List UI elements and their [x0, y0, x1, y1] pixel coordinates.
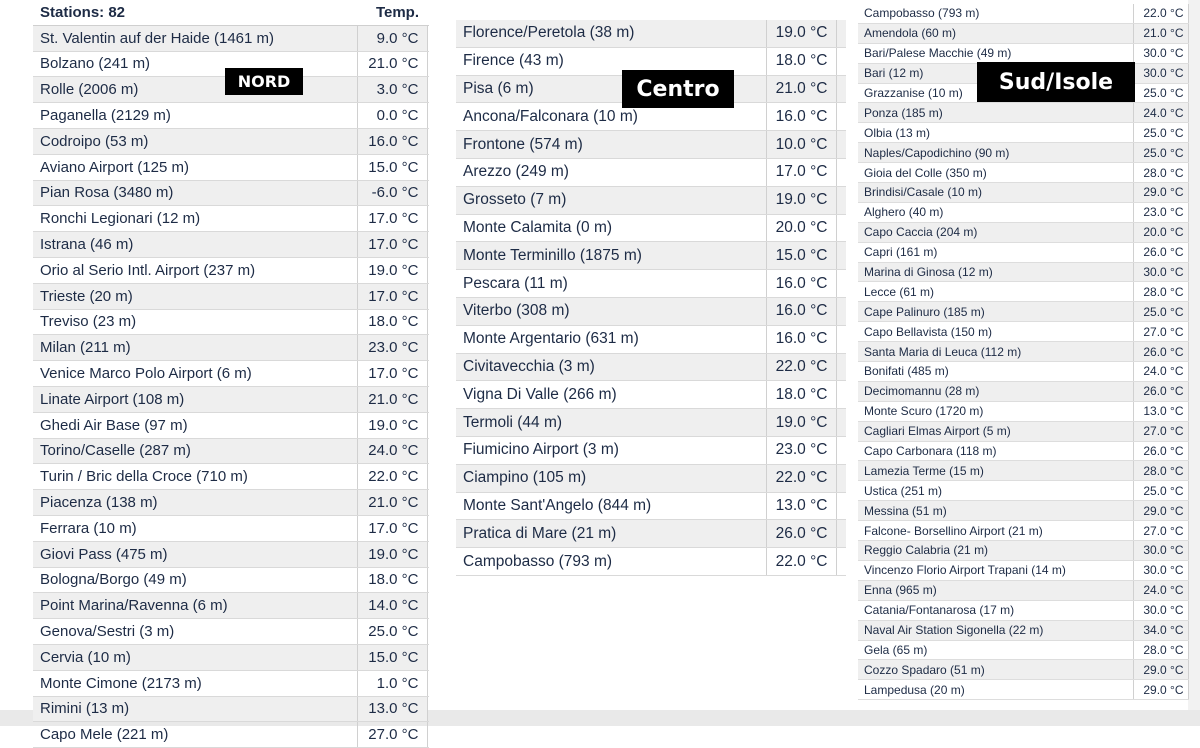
station-row — [858, 143, 1188, 163]
station-row — [33, 593, 428, 619]
station-temp: 17.0 °C — [357, 515, 427, 541]
station-name: Naples/Capodichino (90 m) — [858, 143, 1133, 163]
station-temp: 9.0 °C — [357, 25, 427, 51]
station-temp: 18.0 °C — [357, 567, 427, 593]
station-row — [858, 401, 1188, 421]
station-temp: 17.0 °C — [357, 232, 427, 258]
station-row — [33, 103, 428, 129]
station-name: Campobasso (793 m) — [858, 4, 1133, 23]
region-label-nord: NORD — [225, 68, 303, 95]
station-row — [858, 202, 1188, 222]
station-row — [456, 464, 846, 492]
station-temp: 28.0 °C — [1133, 282, 1188, 302]
station-temp: 30.0 °C — [1133, 63, 1188, 83]
station-row — [33, 515, 428, 541]
station-row — [33, 361, 428, 387]
station-temp: 20.0 °C — [766, 214, 836, 242]
station-row — [858, 322, 1188, 342]
station-row — [456, 131, 846, 159]
station-name: Ghedi Air Base (97 m) — [33, 412, 357, 438]
station-temp: 22.0 °C — [766, 464, 836, 492]
station-name: Ancona/Falconara (10 m) — [456, 103, 766, 131]
station-name: Giovi Pass (475 m) — [33, 541, 357, 567]
station-row — [33, 386, 428, 412]
nord-header-row — [33, 0, 428, 25]
nord-panel — [33, 0, 461, 748]
station-row — [456, 325, 846, 353]
station-row — [858, 362, 1188, 382]
station-temp: 13.0 °C — [1133, 401, 1188, 421]
station-name: Firence (43 m) — [456, 47, 766, 75]
station-name: Genova/Sestri (3 m) — [33, 619, 357, 645]
station-name: Grazzanise (10 m) — [858, 83, 1133, 103]
station-row — [858, 580, 1188, 600]
station-name: Enna (965 m) — [858, 580, 1133, 600]
station-temp: 25.0 °C — [1133, 83, 1188, 103]
station-temp: 18.0 °C — [357, 309, 427, 335]
station-name: Gela (65 m) — [858, 640, 1133, 660]
station-row — [858, 282, 1188, 302]
station-row — [456, 242, 846, 270]
station-name: Cozzo Spadaro (51 m) — [858, 660, 1133, 680]
station-temp: 26.0 °C — [1133, 441, 1188, 461]
station-row — [456, 492, 846, 520]
station-temp: 22.0 °C — [1133, 4, 1188, 23]
station-name: Falcone- Borsellino Airport (21 m) — [858, 521, 1133, 541]
station-temp: 22.0 °C — [766, 548, 836, 576]
station-temp: 25.0 °C — [357, 619, 427, 645]
station-temp: 10.0 °C — [766, 131, 836, 159]
station-name: Orio al Serio Intl. Airport (237 m) — [33, 257, 357, 283]
temp-column-header[interactable]: Temp. — [357, 0, 427, 25]
station-name: Bonifati (485 m) — [858, 362, 1133, 382]
sud-table — [858, 4, 1189, 700]
station-temp: 28.0 °C — [1133, 163, 1188, 183]
station-name: Bologna/Borgo (49 m) — [33, 567, 357, 593]
station-row — [456, 409, 846, 437]
region-label-sud: Sud/Isole — [977, 62, 1135, 102]
station-name: Trieste (20 m) — [33, 283, 357, 309]
station-name: Rimini (13 m) — [33, 696, 357, 722]
station-row — [858, 600, 1188, 620]
station-row — [858, 222, 1188, 242]
station-temp: 0.0 °C — [357, 103, 427, 129]
station-name: Catania/Fontanarosa (17 m) — [858, 600, 1133, 620]
station-row — [33, 567, 428, 593]
station-name: Decimomannu (28 m) — [858, 381, 1133, 401]
station-row — [33, 619, 428, 645]
station-row — [858, 43, 1188, 63]
station-row — [858, 521, 1188, 541]
station-row — [858, 103, 1188, 123]
station-name: Cagliari Elmas Airport (5 m) — [858, 421, 1133, 441]
station-row — [858, 541, 1188, 561]
station-row — [858, 23, 1188, 43]
station-name: Rolle (2006 m) — [33, 77, 357, 103]
station-name: Ronchi Legionari (12 m) — [33, 206, 357, 232]
station-row — [858, 640, 1188, 660]
station-temp: 30.0 °C — [1133, 541, 1188, 561]
station-name: Monte Terminillo (1875 m) — [456, 242, 766, 270]
station-row — [33, 644, 428, 670]
station-name: Ciampino (105 m) — [456, 464, 766, 492]
station-row — [33, 128, 428, 154]
station-name: Pratica di Mare (21 m) — [456, 520, 766, 548]
station-name: Termoli (44 m) — [456, 409, 766, 437]
station-temp: 18.0 °C — [766, 47, 836, 75]
station-name: Istrana (46 m) — [33, 232, 357, 258]
station-name: Lampedusa (20 m) — [858, 680, 1133, 700]
station-row — [33, 490, 428, 516]
station-name: Vincenzo Florio Airport Trapani (14 m) — [858, 560, 1133, 580]
station-row — [33, 154, 428, 180]
station-temp: 18.0 °C — [766, 381, 836, 409]
station-row — [858, 163, 1188, 183]
station-temp: 13.0 °C — [766, 492, 836, 520]
station-row — [858, 501, 1188, 521]
station-name: Amendola (60 m) — [858, 23, 1133, 43]
station-name: Capo Bellavista (150 m) — [858, 322, 1133, 342]
station-temp: 19.0 °C — [766, 186, 836, 214]
station-name: Messina (51 m) — [858, 501, 1133, 521]
station-row — [456, 297, 846, 325]
station-temp: 17.0 °C — [766, 158, 836, 186]
station-row — [33, 464, 428, 490]
station-temp: 30.0 °C — [1133, 262, 1188, 282]
station-row — [33, 283, 428, 309]
sud-table-body — [858, 4, 1188, 700]
station-temp: 14.0 °C — [357, 593, 427, 619]
station-row — [858, 262, 1188, 282]
station-temp: 16.0 °C — [766, 270, 836, 298]
station-row — [858, 123, 1188, 143]
station-temp: 23.0 °C — [1133, 202, 1188, 222]
station-row — [33, 696, 428, 722]
station-temp: 26.0 °C — [1133, 381, 1188, 401]
station-temp: 20.0 °C — [1133, 222, 1188, 242]
station-row — [456, 214, 846, 242]
station-temp: 30.0 °C — [1133, 600, 1188, 620]
station-name: Civitavecchia (3 m) — [456, 353, 766, 381]
station-temp: 25.0 °C — [1133, 302, 1188, 322]
station-name: Codroipo (53 m) — [33, 128, 357, 154]
station-row — [858, 680, 1188, 700]
station-temp: 22.0 °C — [766, 353, 836, 381]
station-name: Capo Carbonara (118 m) — [858, 441, 1133, 461]
station-name: Bari/Palese Macchie (49 m) — [858, 43, 1133, 63]
station-name: Venice Marco Polo Airport (6 m) — [33, 361, 357, 387]
station-temp: 19.0 °C — [357, 412, 427, 438]
station-temp: 26.0 °C — [1133, 242, 1188, 262]
station-temp: 19.0 °C — [766, 409, 836, 437]
station-name: Lecce (61 m) — [858, 282, 1133, 302]
station-name: Ferrara (10 m) — [33, 515, 357, 541]
station-name: Capo Mele (221 m) — [33, 722, 357, 748]
station-name: Treviso (23 m) — [33, 309, 357, 335]
station-name: St. Valentin auf der Haide (1461 m) — [33, 25, 357, 51]
station-temp: 23.0 °C — [766, 436, 836, 464]
station-name: Monte Scuro (1720 m) — [858, 401, 1133, 421]
station-name: Capri (161 m) — [858, 242, 1133, 262]
station-row — [858, 421, 1188, 441]
stations-count-header: Stations: 82 — [33, 0, 357, 25]
station-name: Viterbo (308 m) — [456, 297, 766, 325]
station-row — [456, 436, 846, 464]
station-name: Bari (12 m) — [858, 63, 1133, 83]
station-name: Monte Calamita (0 m) — [456, 214, 766, 242]
station-row — [858, 302, 1188, 322]
station-temp: 21.0 °C — [766, 75, 836, 103]
station-row — [858, 481, 1188, 501]
station-row — [858, 620, 1188, 640]
station-name: Linate Airport (108 m) — [33, 386, 357, 412]
station-temp: 28.0 °C — [1133, 461, 1188, 481]
station-temp: 16.0 °C — [766, 297, 836, 325]
station-temp: 24.0 °C — [357, 438, 427, 464]
station-temp: 21.0 °C — [357, 386, 427, 412]
station-temp: 17.0 °C — [357, 283, 427, 309]
station-row — [858, 381, 1188, 401]
station-temp: 27.0 °C — [357, 722, 427, 748]
station-row — [858, 660, 1188, 680]
region-label-centro: Centro — [622, 70, 734, 108]
station-row — [858, 4, 1188, 23]
station-name: Turin / Bric della Croce (710 m) — [33, 464, 357, 490]
station-row — [858, 461, 1188, 481]
station-temp: 29.0 °C — [1133, 501, 1188, 521]
station-temp: 15.0 °C — [766, 242, 836, 270]
station-temp: 15.0 °C — [357, 644, 427, 670]
station-row — [456, 158, 846, 186]
station-temp: 23.0 °C — [357, 335, 427, 361]
station-name: Paganella (2129 m) — [33, 103, 357, 129]
station-name: Ustica (251 m) — [858, 481, 1133, 501]
station-row — [858, 183, 1188, 203]
station-temp: 24.0 °C — [1133, 103, 1188, 123]
station-name: Reggio Calabria (21 m) — [858, 541, 1133, 561]
station-temp: 15.0 °C — [357, 154, 427, 180]
station-row — [33, 412, 428, 438]
station-row — [33, 25, 428, 51]
station-row — [33, 670, 428, 696]
station-name: Lamezia Terme (15 m) — [858, 461, 1133, 481]
station-name: Ponza (185 m) — [858, 103, 1133, 123]
station-temp: 3.0 °C — [357, 77, 427, 103]
station-name: Milan (211 m) — [33, 335, 357, 361]
station-name: Vigna Di Valle (266 m) — [456, 381, 766, 409]
station-temp: 28.0 °C — [1133, 640, 1188, 660]
station-name: Marina di Ginosa (12 m) — [858, 262, 1133, 282]
station-name: Monte Argentario (631 m) — [456, 325, 766, 353]
sud-panel — [858, 4, 1200, 700]
station-row — [33, 232, 428, 258]
station-name: Pescara (11 m) — [456, 270, 766, 298]
station-row — [33, 309, 428, 335]
nord-table-body — [33, 25, 428, 747]
station-row — [456, 520, 846, 548]
station-name: Point Marina/Ravenna (6 m) — [33, 593, 357, 619]
station-row — [858, 441, 1188, 461]
station-temp: 25.0 °C — [1133, 143, 1188, 163]
station-row — [33, 541, 428, 567]
station-temp: 26.0 °C — [1133, 342, 1188, 362]
station-name: Monte Sant'Angelo (844 m) — [456, 492, 766, 520]
station-name: Frontone (574 m) — [456, 131, 766, 159]
station-temp: 21.0 °C — [357, 490, 427, 516]
station-temp: 22.0 °C — [357, 464, 427, 490]
station-temp: 19.0 °C — [357, 257, 427, 283]
station-row — [33, 438, 428, 464]
station-temp: 25.0 °C — [1133, 481, 1188, 501]
station-row — [456, 353, 846, 381]
station-row — [33, 257, 428, 283]
station-row — [33, 206, 428, 232]
station-name: Alghero (40 m) — [858, 202, 1133, 222]
station-name: Capo Caccia (204 m) — [858, 222, 1133, 242]
station-name: Aviano Airport (125 m) — [33, 154, 357, 180]
station-name: Pisa (6 m) — [456, 75, 766, 103]
station-row — [456, 270, 846, 298]
station-temp: 16.0 °C — [766, 325, 836, 353]
station-temp: 25.0 °C — [1133, 123, 1188, 143]
station-name: Naval Air Station Sigonella (22 m) — [858, 620, 1133, 640]
station-temp: 16.0 °C — [766, 103, 836, 131]
station-name: Torino/Caselle (287 m) — [33, 438, 357, 464]
station-name: Monte Cimone (2173 m) — [33, 670, 357, 696]
station-temp: 29.0 °C — [1133, 183, 1188, 203]
station-temp: 19.0 °C — [766, 20, 836, 47]
station-temp: -6.0 °C — [357, 180, 427, 206]
station-row — [33, 335, 428, 361]
station-temp: 29.0 °C — [1133, 660, 1188, 680]
station-name: Bolzano (241 m) — [33, 51, 357, 77]
station-temp: 34.0 °C — [1133, 620, 1188, 640]
station-temp: 17.0 °C — [357, 206, 427, 232]
station-row — [456, 186, 846, 214]
station-temp: 26.0 °C — [766, 520, 836, 548]
station-temp: 1.0 °C — [357, 670, 427, 696]
station-name: Pian Rosa (3480 m) — [33, 180, 357, 206]
nord-table — [33, 0, 428, 748]
station-temp: 30.0 °C — [1133, 43, 1188, 63]
station-name: Arezzo (249 m) — [456, 158, 766, 186]
station-temp: 24.0 °C — [1133, 362, 1188, 382]
station-temp: 27.0 °C — [1133, 521, 1188, 541]
station-temp: 13.0 °C — [357, 696, 427, 722]
station-name: Grosseto (7 m) — [456, 186, 766, 214]
station-name: Santa Maria di Leuca (112 m) — [858, 342, 1133, 362]
station-temp: 21.0 °C — [357, 51, 427, 77]
station-temp: 17.0 °C — [357, 361, 427, 387]
station-name: Piacenza (138 m) — [33, 490, 357, 516]
station-temp: 24.0 °C — [1133, 580, 1188, 600]
station-temp: 19.0 °C — [357, 541, 427, 567]
station-temp: 27.0 °C — [1133, 322, 1188, 342]
station-row — [456, 548, 846, 576]
station-name: Florence/Peretola (38 m) — [456, 20, 766, 47]
station-temp: 29.0 °C — [1133, 680, 1188, 700]
station-name: Gioia del Colle (350 m) — [858, 163, 1133, 183]
station-temp: 21.0 °C — [1133, 23, 1188, 43]
station-row — [858, 242, 1188, 262]
station-name: Olbia (13 m) — [858, 123, 1133, 143]
station-temp: 30.0 °C — [1133, 560, 1188, 580]
station-row — [456, 381, 846, 409]
station-name: Brindisi/Casale (10 m) — [858, 183, 1133, 203]
station-temp: 27.0 °C — [1133, 421, 1188, 441]
station-row — [858, 560, 1188, 580]
station-row — [858, 342, 1188, 362]
station-temp: 16.0 °C — [357, 128, 427, 154]
station-name: Cape Palinuro (185 m) — [858, 302, 1133, 322]
station-name: Cervia (10 m) — [33, 644, 357, 670]
station-row — [456, 20, 846, 47]
station-name: Campobasso (793 m) — [456, 548, 766, 576]
station-name: Fiumicino Airport (3 m) — [456, 436, 766, 464]
station-row — [33, 180, 428, 206]
